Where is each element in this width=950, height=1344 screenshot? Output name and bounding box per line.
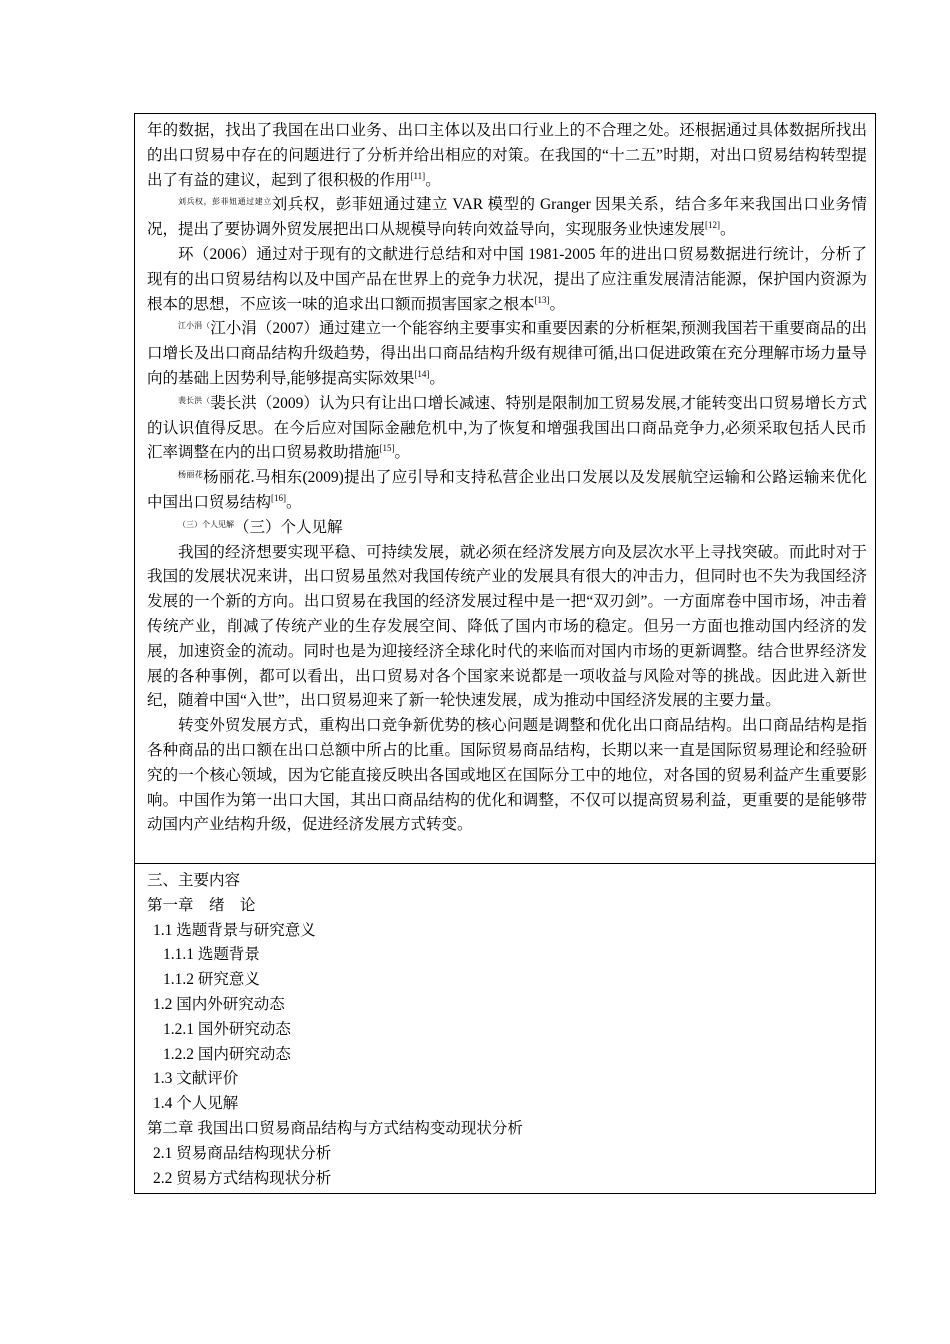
- outline-item: 2.1 贸易商品结构现状分析: [153, 1144, 332, 1162]
- outline-item: 1.3 文献评价: [153, 1070, 239, 1088]
- paragraph-text: 转变外贸发展方式，重构出口竞争新优势的核心问题是调整和优化出口商品结构。出口商品结构是指各种商品的出口额在出口总额中所占的比重。国际贸易商品结构，长期以来一直是国际贸易理论和经验研究的一个核心领域，因为它能直接反映出各国或地区在国际分工中的地位，对各国的贸易利益产生重要影响。中国作为第一出口大国，其出口商品结构的优化和调整，不仅可以提高贸易利益，更重要的是能够带动国内产业结构升级，促进经济发展方式转变。: [147, 717, 867, 834]
- citation: [11]: [410, 170, 426, 181]
- heading-text: （三）个人见解: [234, 518, 343, 536]
- paragraph-4: [147, 317, 867, 391]
- document-table: [134, 113, 876, 1194]
- margin-note: （三）个人见解: [178, 519, 234, 529]
- paragraph-text: 裴长洪（2009）认为只有让出口增长减速、特别是限制加工贸易发展,才能转变出口贸易增长方式的认识值得反思。在今后应对国际金融危机中,为了恢复和增强我国出口商品竞争力,必须采取包括人民币汇率调整在内的出口贸易救助措施: [147, 394, 867, 462]
- citation: [14]: [414, 368, 430, 379]
- paragraph-3: [147, 243, 867, 317]
- chapter-heading: 第二章 我国出口贸易商品结构与方式结构变动现状分析: [147, 1119, 523, 1137]
- margin-note: 刘兵权，彭菲妞通过建立: [178, 197, 272, 207]
- outline-item: 1.1.1 选题背景: [163, 946, 260, 964]
- outline-item: 1.2.1 国外研究动态: [163, 1020, 291, 1038]
- literature-review-cell: [147, 119, 867, 838]
- outline-item: 1.2.2 国内研究动态: [163, 1045, 291, 1063]
- paragraph-text: 江小涓（2007）通过建立一个能容纳主要事实和重要因素的分析框架,预测我国若干重要商品的出口增长及出口商品结构升级趋势，得出出口商品结构升级有规律可循,出口促进政策在充分理解市场力量导向的基础上因势利导,能够提高实际效果: [147, 320, 867, 387]
- punctuation: 。: [549, 295, 566, 313]
- chapter-heading: 第一章 绪 论: [147, 896, 256, 914]
- paragraph-text: 我国的经济想要实现平稳、可持续发展，就必须在经济发展方向及层次水平上寻找突破。而此时对于我国的发展状况来讲，出口贸易虽然对我国传统产业的发展具有很大的冲击力，但同时也不失为我国经济发展的一个新的方向。出口贸易在我国的经济发展过程中是一把“双刃剑”。一方面席卷中国市场，冲击着传统产业，削减了传统产业的生存发展空间、降低了国内市场的稳定。但另一方面也推动国内经济的发展，加速资金的流动。同时也是为迎接经济全球化时代的来临而对国内市场的更新调整。结合世界经济发展的各种事例，都可以看出，出口贸易对各个国家来说都是一项收益与风险对等的挑战。因此进入新世纪，随着中国“入世”，出口贸易迎来了新一轮快速发展，成为推动中国经济发展的主要力量。: [147, 543, 867, 710]
- outline-item: 1.1 选题背景与研究意义: [153, 921, 316, 939]
- table-row-divider: [135, 863, 875, 864]
- paragraph-2: [147, 193, 867, 243]
- punctuation: 。: [394, 444, 411, 462]
- margin-note: 裴长洪（: [178, 395, 211, 405]
- main-content-cell: [147, 869, 867, 1191]
- punctuation: 。: [720, 221, 736, 239]
- citation: [16]: [271, 492, 287, 503]
- outline-item: 2.2 贸易方式结构现状分析: [153, 1169, 332, 1187]
- paragraph-7: [147, 541, 867, 715]
- paragraph-text: 杨丽花.马相东(2009)提出了应引导和支持私营企业出口发展以及发展航空运输和公路运输来优化中国出口贸易结构: [147, 469, 868, 511]
- punctuation: 。: [286, 493, 302, 511]
- citation: [13]: [534, 294, 550, 305]
- citation: [12]: [705, 220, 721, 231]
- section-heading-main-content: 三、主要内容: [147, 872, 241, 889]
- outline-list: [147, 894, 867, 1192]
- margin-note: 江小涓（: [178, 321, 211, 331]
- paragraph-text: 环（2006）通过对于现有的文献进行总结和对中国 1981-2005 年的进出口贸易数据进行统计，分析了现有的出口贸易结构以及中国产品在世界上的竞争力状况，提出了应注重发展清洁能源，保护国内资源为根本的思想，不应该一味的追求出口额而损害国家之根本: [147, 245, 867, 313]
- section-heading-personal-view: [147, 516, 867, 541]
- paragraph-5: [147, 392, 867, 466]
- punctuation: 。: [429, 369, 445, 387]
- paragraph-6: [147, 466, 867, 516]
- outline-item: 1.2 国内外研究动态: [153, 995, 285, 1013]
- paragraph-1: [147, 119, 867, 193]
- citation: [15]: [379, 443, 395, 454]
- outline-item: 1.1.2 研究意义: [163, 971, 260, 989]
- margin-note: 杨丽花: [178, 470, 204, 480]
- punctuation: 。: [425, 171, 441, 189]
- paragraph-text: 刘兵权，彭菲妞通过建立 VAR 模型的 Granger 因果关系，结合多年来我国出口业务情况，提出了要协调外贸发展把出口从规模导向转向效益导向，实现服务业快速发展: [147, 196, 867, 239]
- outline-item: 1.4 个人见解: [153, 1095, 239, 1113]
- paragraph-text: 年的数据，找出了我国在出口业务、出口主体以及出口行业上的不合理之处。还根据通过具体数据所找出的出口贸易中存在的问题进行了分析并给出相应的对策。在我国的“十二五”时期，对出口贸易结构转型提出了有益的建议，起到了很积极的作用: [147, 122, 867, 189]
- paragraph-8: [147, 714, 867, 838]
